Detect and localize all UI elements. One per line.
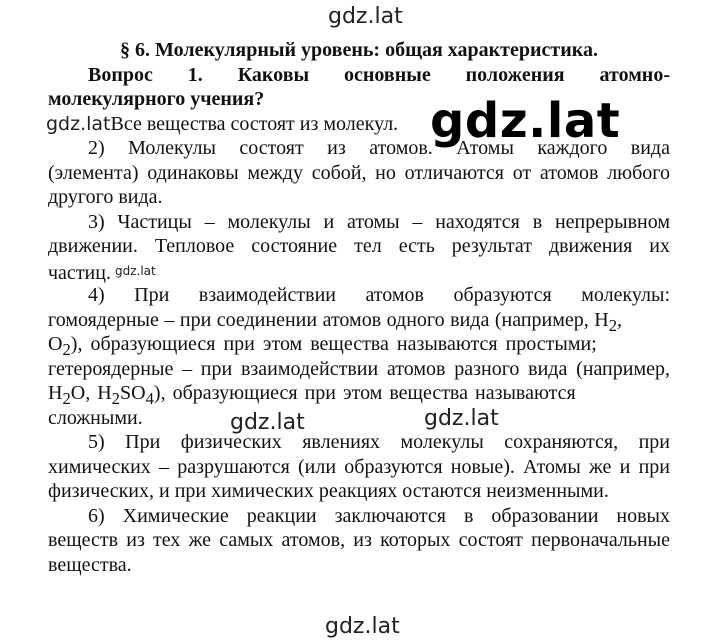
item-6-line-2: веществ из тех же самых атомов, из которых состоят первоначальные <box>48 529 670 551</box>
watermark-top: gdz.lat <box>328 4 403 29</box>
formula-o: O <box>48 333 63 355</box>
document-body <box>48 38 670 577</box>
item-1-text: Все вещества состоят из молекул. <box>110 112 399 135</box>
item-4-line-4: гетероядерные – при взаимодействии атомов разного вида (например, <box>48 357 670 380</box>
subscript: 2 <box>62 389 71 406</box>
item-4-line-2-end: , <box>617 308 623 331</box>
item-4-line-1: 4) При взаимодействии атомов образуются молекулы: <box>88 284 670 306</box>
subscript: 2 <box>62 340 71 357</box>
item-2-line-1: 2) Молекулы состоят из атомов. Атомы каждого вида <box>88 137 670 159</box>
item-4-line-6: сложными. <box>48 406 143 429</box>
item-3-line-3 <box>48 259 670 284</box>
item-1 <box>46 112 670 137</box>
item-4-line-2 <box>48 308 670 333</box>
item-4-line-3-text: ), образующиеся при этом вещества называются простыми; <box>70 333 597 355</box>
question-line-2: молекулярного учения? <box>48 88 265 110</box>
watermark-small: gdz.lat <box>114 263 156 278</box>
item-4-line-2-text: гомоядерные – при соединении атомов одного вида (например, H <box>48 308 609 331</box>
item-5-line-2: химических – разрушаются (или образуются новые). Атомы же и при <box>48 455 670 478</box>
question-line-1: Вопрос 1. Каковы основные положения атомно- <box>88 63 670 86</box>
subscript: 2 <box>608 315 618 332</box>
section-title: § 6. Молекулярный уровень: общая характеристика. <box>120 39 598 61</box>
item-4-line-5 <box>48 381 670 406</box>
subscript: 4 <box>145 389 154 406</box>
item-2-line-3: другого вида. <box>48 186 163 208</box>
item-3-line-2: движении. Тепловое состояние тел есть результат движения их <box>48 235 670 257</box>
watermark-large: gdz.lat <box>430 93 621 149</box>
watermark-bottom: gdz.lat <box>325 614 400 639</box>
item-4-line-3 <box>48 332 670 357</box>
formula-part: O, H <box>70 382 112 404</box>
item-5-line-1: 5) При физических явлениях молекулы сохраняются, при <box>88 431 670 453</box>
item-3-line-3-text: частиц. <box>48 261 111 283</box>
subscript: 2 <box>111 389 120 406</box>
watermark-middle-left: gdz.lat <box>230 410 305 435</box>
item-6-line-1: 6) Химические реакции заключаются в образовании новых <box>88 504 670 527</box>
watermark-inline: gdz.lat <box>46 112 111 135</box>
item-3-line-1: 3) Частицы – молекулы и атомы – находятся в непрерывном <box>88 210 670 233</box>
formula-part: SO <box>120 382 146 404</box>
formula-h: H <box>48 382 63 404</box>
item-2-line-2: (элемента) одинаковы между собой, но отличаются от атомов любого <box>48 161 670 184</box>
item-6-line-3: вещества. <box>48 553 132 576</box>
watermark-middle-right: gdz.lat <box>424 406 499 431</box>
item-4-line-5-text: ), образующиеся при этом вещества называются <box>153 382 576 404</box>
item-5-line-3: физических, и при химических реакциях остаются неизменными. <box>48 480 609 502</box>
